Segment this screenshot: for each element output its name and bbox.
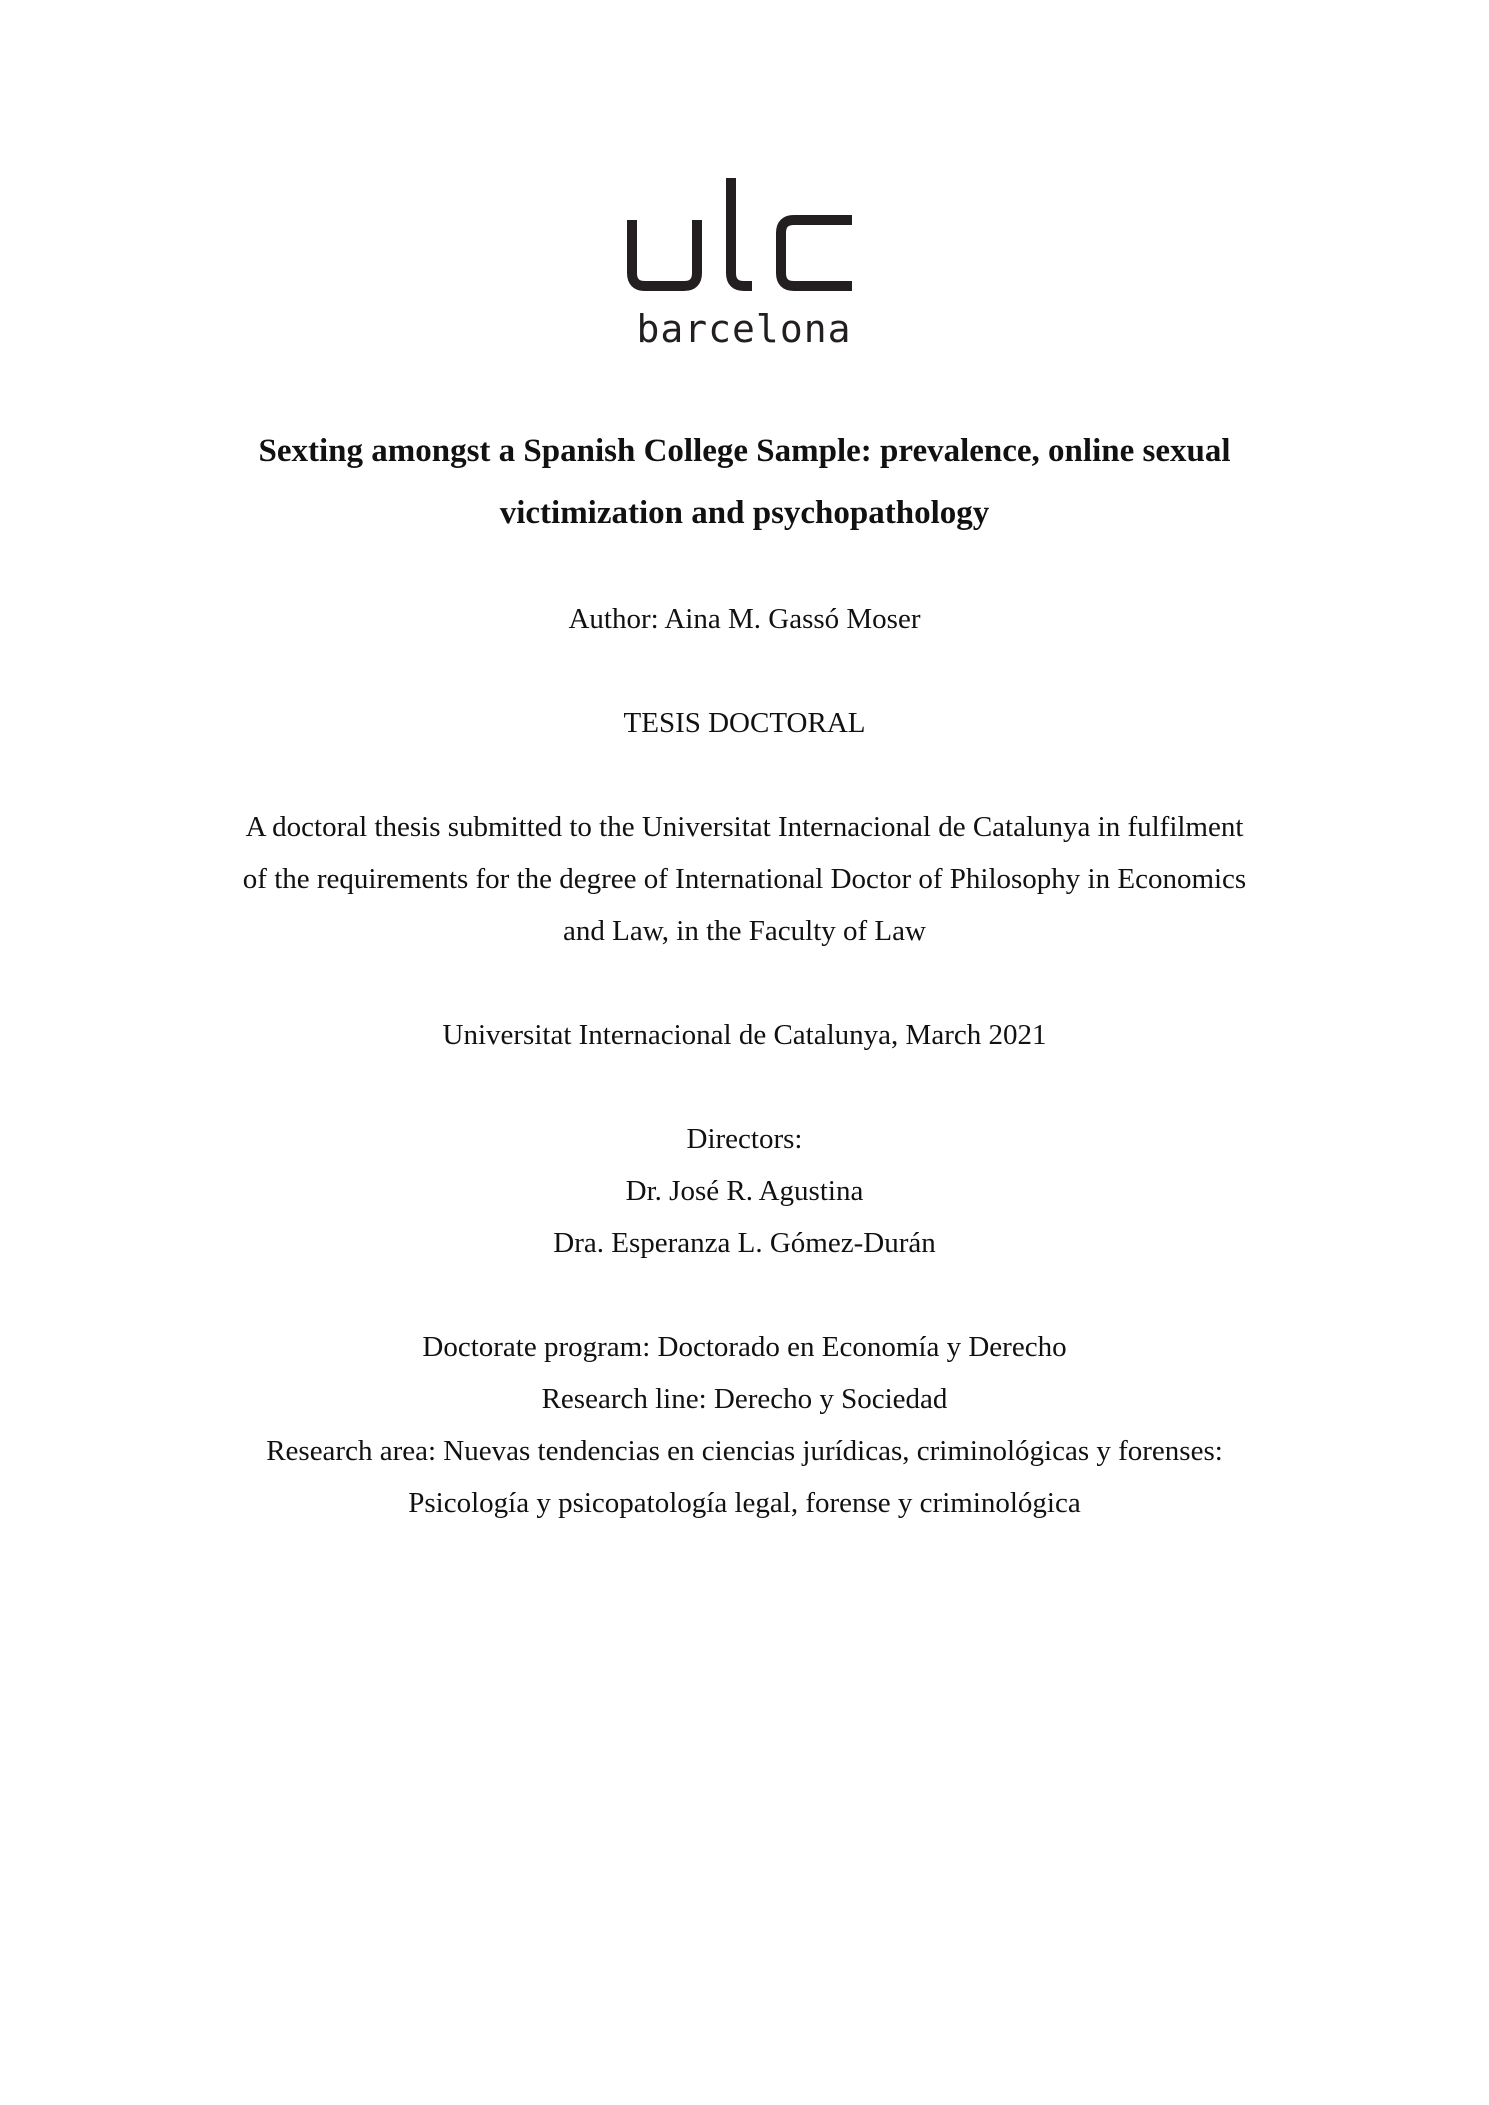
- submission-line-1: A doctoral thesis submitted to the Universitat Internacional de Catalunya in fulfilment: [245, 811, 1244, 843]
- research-area-line-1: Research area: Nuevas tendencias en ciencias jurídicas, criminológicas y forenses:: [266, 1435, 1223, 1467]
- author: Author: Aina M. Gassó Moser: [568, 603, 921, 635]
- title-line-2: victimization and psychopathology: [499, 495, 990, 531]
- director-name: Dra. Esperanza L. Gómez-Durán: [553, 1227, 936, 1259]
- director-name: Dr. José R. Agustina: [625, 1175, 864, 1207]
- title-line-1: Sexting amongst a Spanish College Sample: prevalence, online sexual: [258, 433, 1231, 469]
- directors-heading: Directors:: [686, 1123, 803, 1155]
- thesis-type: TESIS DOCTORAL: [623, 707, 866, 739]
- uic-logo-mark: [624, 178, 864, 348]
- doctorate-program: Doctorate program: Doctorado en Economía y Derecho: [422, 1331, 1067, 1363]
- submission-line-3: and Law, in the Faculty of Law: [563, 915, 926, 947]
- research-area-line-2: Psicología y psicopatología legal, forense y criminológica: [408, 1487, 1081, 1519]
- submission-line-2: of the requirements for the degree of International Doctor of Philosophy in Economics: [242, 863, 1247, 895]
- thesis-title: [180, 420, 1309, 544]
- research-line: Research line: Derecho y Sociedad: [541, 1383, 948, 1415]
- logo-subtitle: barcelona: [636, 307, 852, 348]
- uic-barcelona-logo: [624, 178, 864, 348]
- institution-date: Universitat Internacional de Catalunya, March 2021: [442, 1019, 1047, 1051]
